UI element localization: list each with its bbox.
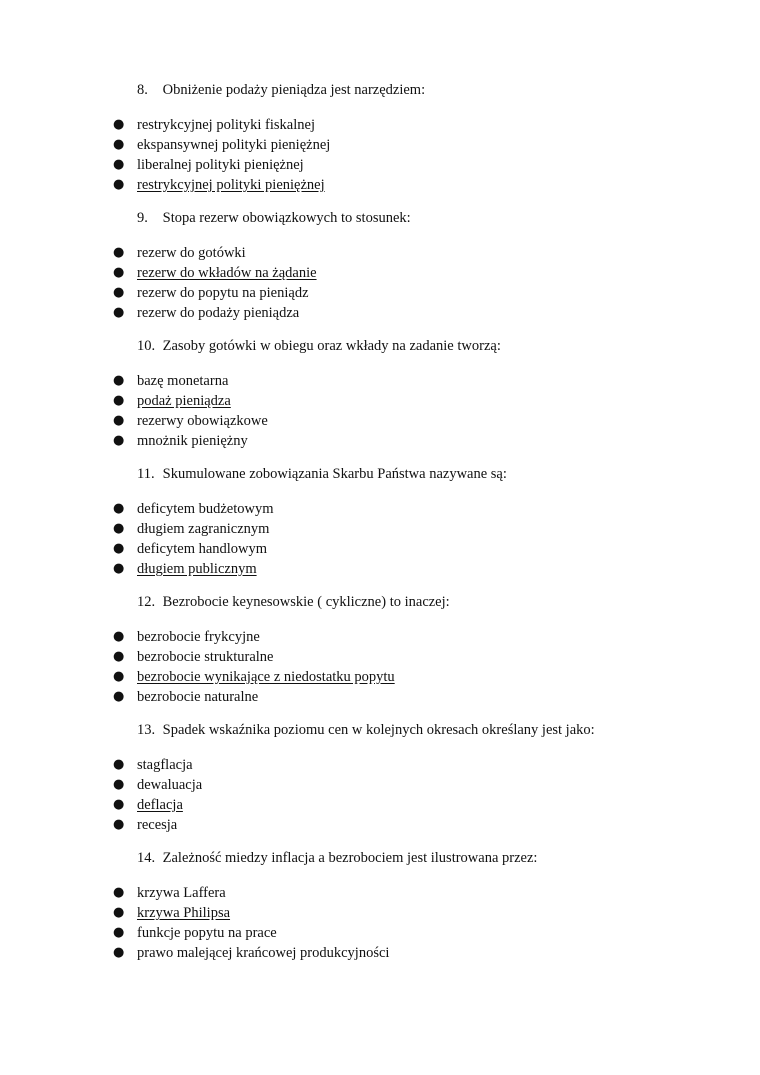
bullet-icon: ● bbox=[113, 501, 125, 516]
question-number: 8. bbox=[137, 82, 148, 98]
answer-list-11 bbox=[0, 499, 760, 579]
bullet-icon: ● bbox=[113, 885, 125, 900]
answer-item: ● ekspansywnej polityki pieniężnej bbox=[113, 137, 331, 153]
question-number: 14. bbox=[137, 850, 156, 866]
question-8 bbox=[0, 80, 760, 100]
answer-item: ● rezerwy obowiązkowe bbox=[113, 413, 268, 429]
bullet-icon: ● bbox=[113, 945, 125, 960]
bullet-icon: ● bbox=[113, 117, 125, 132]
answer-item: ● bezrobocie frykcyjne bbox=[113, 629, 260, 645]
bullet-icon: ● bbox=[113, 137, 125, 152]
answer-item-correct: ● deflacja bbox=[113, 797, 183, 813]
bullet-icon: ● bbox=[113, 285, 125, 300]
answer-item: ● recesja bbox=[113, 817, 178, 833]
answer-list-12 bbox=[0, 627, 760, 707]
bullet-icon: ● bbox=[113, 245, 125, 260]
answer-item: ● mnożnik pieniężny bbox=[113, 433, 248, 449]
bullet-icon: ● bbox=[113, 649, 125, 664]
answer-item-correct: ● restrykcyjnej polityki pieniężnej bbox=[113, 177, 325, 193]
question-11 bbox=[0, 464, 760, 484]
question-text: Bezrobocie keynesowskie ( cykliczne) to inaczej: bbox=[162, 594, 450, 610]
question-number: 13. bbox=[137, 722, 156, 738]
answer-item: ● krzywa Laffera bbox=[113, 885, 226, 901]
bullet-icon: ● bbox=[113, 265, 125, 280]
bullet-icon: ● bbox=[113, 177, 125, 192]
question-12 bbox=[0, 592, 760, 612]
bullet-icon: ● bbox=[113, 413, 125, 428]
answer-item-correct: ● krzywa Philipsa bbox=[113, 905, 231, 921]
answer-item: ● dewaluacja bbox=[113, 777, 203, 793]
answer-item: ● rezerw do podaży pieniądza bbox=[113, 305, 300, 321]
question-number: 12. bbox=[137, 594, 156, 610]
bullet-icon: ● bbox=[113, 757, 125, 772]
answer-item: ● liberalnej polityki pieniężnej bbox=[113, 157, 304, 173]
question-text: Spadek wskaźnika poziomu cen w kolejnych okresach określany jest jako: bbox=[162, 722, 595, 738]
question-number: 9. bbox=[137, 210, 148, 226]
answer-item: ● bezrobocie strukturalne bbox=[113, 649, 274, 665]
bullet-icon: ● bbox=[113, 541, 125, 556]
bullet-icon: ● bbox=[113, 669, 125, 684]
bullet-icon: ● bbox=[113, 521, 125, 536]
bullet-icon: ● bbox=[113, 373, 125, 388]
answer-list-8 bbox=[0, 115, 760, 195]
answer-item-correct: ● długiem publicznym bbox=[113, 561, 257, 577]
question-text: Obniżenie podaży pieniądza jest narzędziem: bbox=[162, 82, 426, 98]
question-9 bbox=[0, 208, 760, 228]
answer-item: ● deficytem budżetowym bbox=[113, 501, 274, 517]
answer-list-9 bbox=[0, 243, 760, 323]
bullet-icon: ● bbox=[113, 689, 125, 704]
answer-item: ● rezerw do popytu na pieniądz bbox=[113, 285, 309, 301]
bullet-icon: ● bbox=[113, 393, 125, 408]
answer-item-correct: ● podaż pieniądza bbox=[113, 393, 231, 409]
answer-item-correct: ● rezerw do wkładów na żądanie bbox=[113, 265, 317, 281]
question-10 bbox=[0, 336, 760, 356]
answer-item: ● prawo malejącej krańcowej produkcyjności bbox=[113, 945, 390, 961]
answer-item: ● długiem zagranicznym bbox=[113, 521, 270, 537]
question-14 bbox=[0, 848, 760, 868]
answer-item: ● bezrobocie naturalne bbox=[113, 689, 259, 705]
bullet-icon: ● bbox=[113, 561, 125, 576]
answer-list-14 bbox=[0, 883, 760, 963]
answer-item: ● bazę monetarna bbox=[113, 373, 229, 389]
bullet-icon: ● bbox=[113, 433, 125, 448]
bullet-icon: ● bbox=[113, 157, 125, 172]
bullet-icon: ● bbox=[113, 905, 125, 920]
bullet-icon: ● bbox=[113, 817, 125, 832]
bullet-icon: ● bbox=[113, 777, 125, 792]
question-text: Stopa rezerw obowiązkowych to stosunek: bbox=[162, 210, 411, 226]
question-number: 10. bbox=[137, 338, 156, 354]
bullet-icon: ● bbox=[113, 629, 125, 644]
answer-item: ● rezerw do gotówki bbox=[113, 245, 246, 261]
answer-item: ● stagflacja bbox=[113, 757, 193, 773]
question-text: Zależność miedzy inflacja a bezrobociem jest ilustrowana przez: bbox=[162, 850, 538, 866]
question-text: Zasoby gotówki w obiegu oraz wkłady na zadanie tworzą: bbox=[162, 338, 501, 354]
bullet-icon: ● bbox=[113, 305, 125, 320]
answer-item: ● deficytem handlowym bbox=[113, 541, 268, 557]
answer-item-correct: ● bezrobocie wynikające z niedostatku popytu bbox=[113, 669, 395, 685]
question-text: Skumulowane zobowiązania Skarbu Państwa nazywane są: bbox=[162, 466, 507, 482]
question-number: 11. bbox=[137, 466, 155, 482]
bullet-icon: ● bbox=[113, 797, 125, 812]
answer-item: ● restrykcyjnej polityki fiskalnej bbox=[113, 117, 315, 133]
bullet-icon: ● bbox=[113, 925, 125, 940]
answer-list-13 bbox=[0, 755, 760, 835]
question-13 bbox=[0, 720, 760, 740]
answer-list-10 bbox=[0, 371, 760, 451]
answer-item: ● funkcje popytu na prace bbox=[113, 925, 277, 941]
